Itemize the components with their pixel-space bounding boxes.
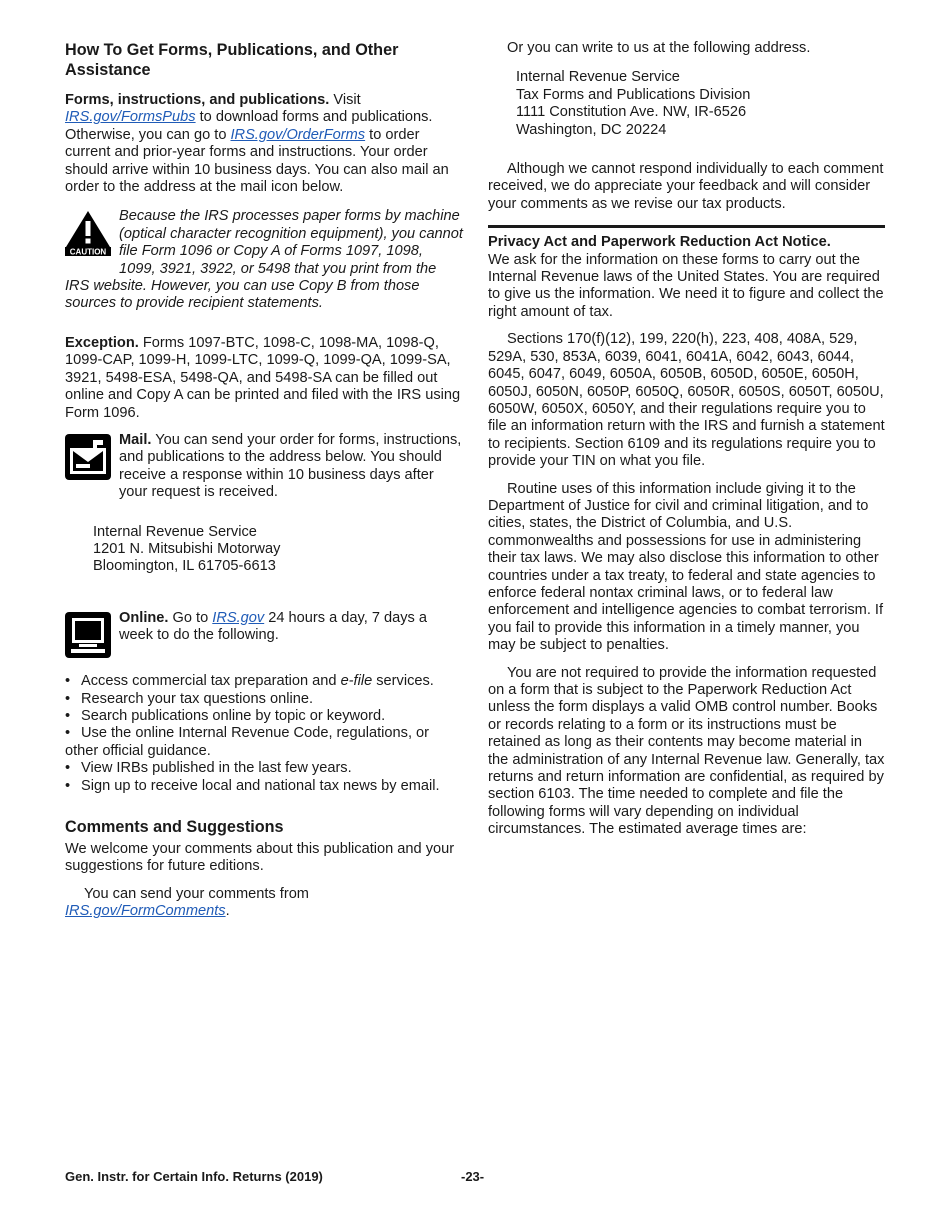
caution-text: Because the IRS processes paper forms by machine (optical character recognition equipment), you cannot file Form 1096 or Copy A of Forms 1097, 1098, 1099, 3921, 3922, or 5498 that you print from the IRS website. However, you can use Copy B from those sources to provide recipient statements.	[65, 208, 463, 312]
mail-block	[65, 432, 463, 502]
privacy-paragraph-3: Routine uses of this information include giving it to the Department of Justice for civil and criminal litigation, and to cities, states, the District of Columbia, and U.S. commonwealths and possessions for use in administering their tax laws. We may also disclose this information to other countries under a tax treaty, to federal and state agencies to enforce federal nontax criminal laws, or to federal law enforcement and intelligence agencies to combat terrorism. If you fail to provide this information in a timely manner, you may be subject to penalties.	[488, 480, 884, 654]
comments-period: .	[225, 903, 230, 920]
online-block	[65, 610, 463, 645]
mail-paragraph	[65, 432, 463, 502]
form-comments-link[interactable]: IRS.gov/FormComments	[65, 903, 226, 920]
list-item: • Use the online Internal Revenue Code, regulations, or other official guidance.	[65, 725, 430, 759]
mail-lead: Mail.	[119, 431, 152, 448]
privacy-section	[488, 225, 885, 838]
irs-gov-link[interactable]: IRS.gov	[212, 609, 265, 626]
caution-icon-label: CAUTION	[69, 247, 107, 257]
right-column	[488, 40, 885, 839]
list-item: • View IRBs published in the last few years.	[65, 760, 352, 777]
privacy-text-1: We ask for the information on these forms to carry out the Internal Revenue laws of the United States. You are required to give us the information. We need it to figure and collect the right amount of tax.	[488, 251, 884, 320]
caution-icon	[65, 210, 111, 261]
forms-text-2: to download forms and publications. Otherwise, you can go to	[65, 109, 433, 143]
order-forms-link[interactable]: IRS.gov/OrderForms	[230, 126, 366, 143]
forms-lead: Forms, instructions, and publications.	[65, 92, 330, 108]
computer-icon	[65, 612, 111, 663]
mail-address-line: 1201 N. Mitsubishi Motorway	[93, 540, 281, 557]
comments-address-line: 1111 Constitution Ave. NW, IR-6526	[516, 104, 747, 121]
exception-text: Forms 1097-BTC, 1098-C, 1098-MA, 1098-Q, 1099-CAP, 1099-H, 1099-LTC, 1099-Q, 1099-QA, 1099-SA, 3921, 5498-ESA, 5498-QA, and 5498-SA can be filled out online and Copy A can be printed and filed with the IRS using Form 1096.	[65, 334, 461, 421]
mail-address	[65, 524, 463, 576]
privacy-paragraph-1	[488, 234, 885, 321]
privacy-heading: Privacy Act and Paperwork Reduction Act Notice.	[488, 234, 831, 251]
exception-paragraph	[65, 335, 463, 422]
comments-address-line: Washington, DC 20224	[516, 121, 667, 138]
online-text-2: 24 hours a day, 7 days a week to do the following.	[119, 609, 427, 644]
exception-lead: Exception.	[65, 334, 139, 351]
section-heading-comments: Comments and Suggestions	[65, 818, 284, 836]
comments-paragraph-1: We welcome your comments about this publication and your suggestions for future editions.	[65, 841, 455, 875]
list-item: • Sign up to receive local and national tax news by email.	[65, 777, 440, 794]
comments-address-line: Internal Revenue Service	[516, 69, 680, 86]
mail-address-line: Internal Revenue Service	[93, 523, 257, 540]
list-item: • Search publications online by topic or keyword.	[65, 707, 386, 724]
mail-address-line: Bloomington, IL 61705-6613	[93, 558, 276, 575]
caution-block	[65, 208, 463, 312]
privacy-paragraph-2: Sections 170(f)(12), 199, 220(h), 223, 408, 408A, 529, 529A, 530, 853A, 6039, 6041, 6041A, 6042, 6043, 6044, 6045, 6047, 6049, 6050A, 6050B, 6050D, 6050E, 6050H, 6050J, 6050N, 6050P, 6050Q, 6050R, 6050S, 6050T, 6050U, 6050W, 6050X, 6050Y, and their regulations require you to file an information return with the IRS and furnish a statement to recipients. Section 6109 and its regulations require you to provide your TIN on what you file.	[488, 331, 885, 470]
online-lead: Online.	[119, 609, 169, 626]
page-number: -23-	[461, 1169, 485, 1184]
list-item: • Research your tax questions online.	[65, 690, 314, 707]
online-paragraph	[65, 610, 463, 645]
forms-pubs-link[interactable]: IRS.gov/FormsPubs	[65, 109, 196, 126]
section-heading-forms: How To Get Forms, Publications, and Other Assistance	[65, 41, 399, 79]
list-item: • Access commercial tax preparation and e-file services.	[65, 673, 434, 690]
comments-address	[488, 69, 885, 139]
online-services-list	[65, 663, 463, 795]
footer-title: Gen. Instr. for Certain Info. Returns (2019)	[65, 1169, 323, 1184]
write-intro: Or you can write to us at the following address.	[507, 40, 811, 56]
mail-icon	[65, 434, 111, 485]
feedback-paragraph: Although we cannot respond individually to each comment received, we do appreciate your feedback and will consider your comments as we revise our tax products.	[488, 161, 884, 212]
left-column	[65, 40, 463, 921]
privacy-paragraph-4: You are not required to provide the information requested on a form that is subject to the Paperwork Reduction Act unless the form displays a valid OMB control number. Books or records relating to a form or its instructions must be retained as long as their contents may become material in the administration of any Internal Revenue law. Generally, tax returns and return information are confidential, as required by section 6103. The time needed to complete and file the following forms will vary depending on individual circumstances. The estimated average times are:	[488, 664, 885, 838]
comments-address-line: Tax Forms and Publications Division	[516, 86, 751, 103]
online-text-1: Go to	[168, 609, 213, 626]
comments-paragraph-2	[65, 886, 463, 921]
forms-text-1: Visit	[329, 92, 361, 108]
forms-text-3: to order current and prior-year forms and instructions. Your order should arrive within 10 business days. You can also mail an order to the address at the mail icon below.	[65, 126, 449, 196]
comments-text: You can send your comments from	[84, 885, 309, 902]
forms-paragraph	[65, 92, 463, 196]
mail-text: You can send your order for forms, instructions, and publications to the address below. You should receive a response within 10 business days after your request is received.	[119, 431, 462, 501]
